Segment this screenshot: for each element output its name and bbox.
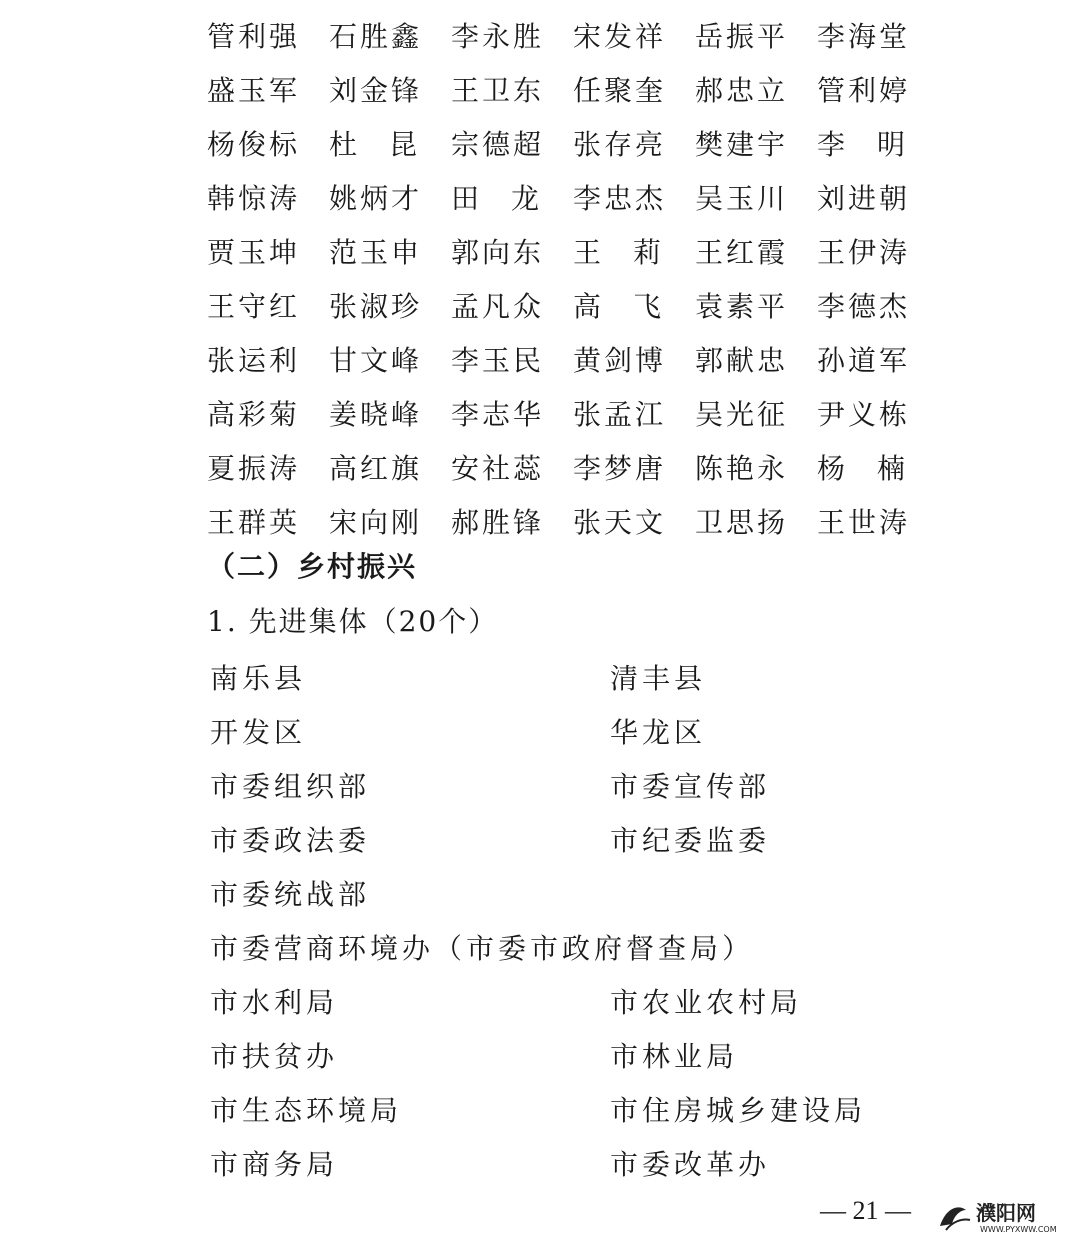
page-number: — 21 —	[820, 1196, 911, 1225]
person-name: 张天文	[573, 506, 667, 539]
person-name: 张孟江	[573, 398, 667, 431]
section-heading-rural-revitalization: （二）乡村振兴	[207, 550, 418, 583]
person-name: 袁素平	[695, 290, 789, 323]
collective-unit: 市委宣传部	[610, 770, 771, 803]
person-name: 李德杰	[817, 290, 911, 323]
collective-unit: 清丰县	[610, 662, 707, 695]
person-name: 王卫东	[451, 74, 545, 107]
collective-unit: 市林业局	[610, 1040, 739, 1073]
collective-unit: 市生态环境局	[210, 1094, 403, 1127]
name-row	[207, 440, 927, 494]
person-name: 王世涛	[817, 506, 911, 539]
person-name: 王伊涛	[817, 236, 911, 269]
collective-unit: 市水利局	[210, 986, 339, 1019]
collective-unit: 市住房城乡建设局	[610, 1094, 867, 1127]
person-name: 孟凡众	[451, 290, 545, 323]
person-name: 尹义栋	[817, 398, 911, 431]
name-row	[207, 116, 927, 170]
name-row	[207, 332, 927, 386]
watermark	[936, 1196, 1066, 1236]
name-row	[207, 278, 927, 332]
person-name: 石胜鑫	[329, 20, 423, 53]
person-name: 田 龙	[451, 182, 539, 215]
person-name: 刘金锋	[329, 74, 423, 107]
pyxww-logo-icon	[936, 1196, 1066, 1236]
person-name: 王守红	[207, 290, 301, 323]
person-name: 吴玉川	[695, 182, 789, 215]
name-row	[207, 224, 927, 278]
person-name: 管利婷	[817, 74, 911, 107]
unit-row	[210, 866, 930, 920]
person-name: 宗德超	[451, 128, 545, 161]
unit-row	[210, 1082, 930, 1136]
person-name: 宋向刚	[329, 506, 423, 539]
collective-unit: 市委统战部	[210, 878, 371, 911]
person-name: 李忠杰	[573, 182, 667, 215]
person-name: 张淑珍	[329, 290, 423, 323]
unit-row	[210, 974, 930, 1028]
person-name: 贾玉坤	[207, 236, 301, 269]
collective-unit: 市委组织部	[210, 770, 371, 803]
person-name: 安社蕊	[451, 452, 545, 485]
person-name: 黄剑博	[573, 344, 667, 377]
person-name: 高彩菊	[207, 398, 301, 431]
person-name: 杜 昆	[329, 128, 417, 161]
person-name: 樊建宇	[695, 128, 789, 161]
name-list	[207, 8, 927, 548]
person-name: 王红霞	[695, 236, 789, 269]
person-name: 任聚奎	[573, 74, 667, 107]
unit-row	[210, 1136, 930, 1190]
person-name: 李梦唐	[573, 452, 667, 485]
collective-unit: 开发区	[210, 716, 307, 749]
unit-row	[210, 920, 930, 974]
collective-unit: 市委政法委	[210, 824, 371, 857]
person-name: 宋发祥	[573, 20, 667, 53]
person-name: 王 莉	[573, 236, 661, 269]
person-name: 甘文峰	[329, 344, 423, 377]
person-name: 卫思扬	[695, 506, 789, 539]
person-name: 岳振平	[695, 20, 789, 53]
person-name: 姜晓峰	[329, 398, 423, 431]
person-name: 杨 楠	[817, 452, 905, 485]
person-name: 范玉申	[329, 236, 423, 269]
unit-row	[210, 758, 930, 812]
person-name: 吴光征	[695, 398, 789, 431]
unit-row	[210, 650, 930, 704]
person-name: 李玉民	[451, 344, 545, 377]
subsection-heading-advanced-collectives: 1. 先进集体（20个）	[207, 605, 499, 638]
person-name: 李 明	[817, 128, 905, 161]
collective-unit: 市纪委监委	[610, 824, 771, 857]
person-name: 盛玉军	[207, 74, 301, 107]
person-name: 李志华	[451, 398, 545, 431]
person-name: 孙道军	[817, 344, 911, 377]
person-name: 杨俊标	[207, 128, 301, 161]
person-name: 高红旗	[329, 452, 423, 485]
person-name: 郭向东	[451, 236, 545, 269]
person-name: 李永胜	[451, 20, 545, 53]
unit-row	[210, 812, 930, 866]
person-name: 刘进朝	[817, 182, 911, 215]
collective-unit: 市商务局	[210, 1148, 339, 1181]
unit-row	[210, 704, 930, 758]
person-name: 郭献忠	[695, 344, 789, 377]
collective-unit: 市委改革办	[610, 1148, 771, 1181]
watermark-url: WWW.PYXWW.COM	[980, 1225, 1057, 1234]
collective-unit: 南乐县	[210, 662, 307, 695]
collective-unit: 市委营商环境办（市委市政府督查局）	[210, 932, 755, 965]
person-name: 管利强	[207, 20, 301, 53]
person-name: 王群英	[207, 506, 301, 539]
person-name: 韩惊涛	[207, 182, 301, 215]
collective-unit: 华龙区	[610, 716, 707, 749]
person-name: 郝胜锋	[451, 506, 545, 539]
name-row	[207, 8, 927, 62]
watermark-site-name: 濮阳网	[976, 1201, 1036, 1225]
person-name: 姚炳才	[329, 182, 423, 215]
collective-unit-list	[210, 650, 930, 1190]
name-row	[207, 386, 927, 440]
person-name: 高 飞	[573, 290, 661, 323]
unit-row	[210, 1028, 930, 1082]
person-name: 张存亮	[573, 128, 667, 161]
person-name: 夏振涛	[207, 452, 301, 485]
collective-unit: 市农业农村局	[610, 986, 803, 1019]
name-row	[207, 62, 927, 116]
person-name: 陈艳永	[695, 452, 789, 485]
person-name: 郝忠立	[695, 74, 789, 107]
collective-unit: 市扶贫办	[210, 1040, 339, 1073]
person-name: 李海堂	[817, 20, 911, 53]
name-row	[207, 494, 927, 548]
person-name: 张运利	[207, 344, 301, 377]
name-row	[207, 170, 927, 224]
